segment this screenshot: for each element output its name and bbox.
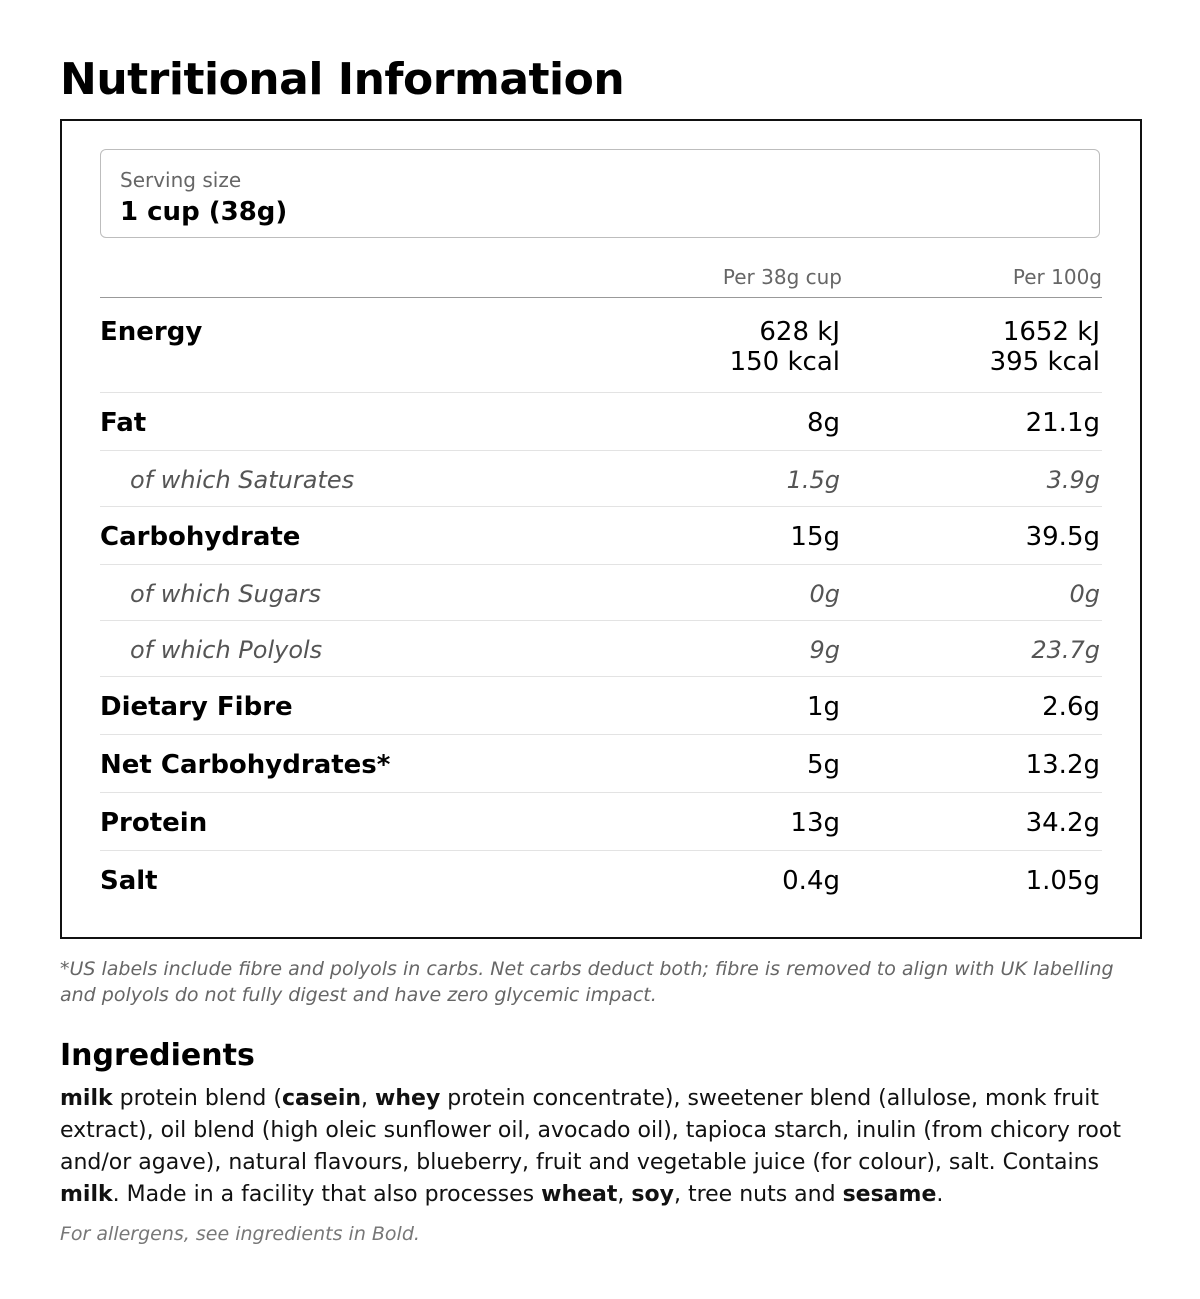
nutrient-per-serving: 13g <box>790 808 840 838</box>
nutrition-row-protein <box>100 793 1102 851</box>
serving-size-value: 1 cup (38g) <box>120 197 288 227</box>
energy-per-serving-kcal: 150 kcal <box>729 347 840 377</box>
ingredient-text-segment: protein blend ( <box>112 1086 282 1111</box>
nutrition-table-panel <box>60 119 1142 939</box>
nutrient-per-100g: 3.9g <box>1046 466 1100 494</box>
nutrient-per-serving: 1.5g <box>786 466 840 494</box>
nutrient-per-100g: 0g <box>1069 580 1100 608</box>
nutrient-per-100g: 21.1g <box>1025 408 1100 438</box>
energy-per-serving-kj: 628 kJ <box>759 317 840 347</box>
nutrient-per-serving: 9g <box>809 636 840 664</box>
nutrition-rows <box>100 298 1102 913</box>
allergen-soy: soy <box>631 1182 674 1207</box>
nutrient-per-100g: 13.2g <box>1025 750 1100 780</box>
column-header-per-serving: Per 38g cup <box>722 265 842 289</box>
ingredient-text-segment: . Made in a facility that also processes <box>112 1182 542 1207</box>
energy-per-serving <box>600 317 840 377</box>
nutrient-label: Energy <box>100 317 203 347</box>
ingredients-heading: Ingredients <box>60 1038 255 1073</box>
nutrition-row-saturates <box>100 451 1102 507</box>
nutrition-row-net-carbohydrates <box>100 735 1102 793</box>
ingredient-text-segment: protein concentrate), sweetener blend (allulose, monk fruit extract), oil blend (high oleic sunflower oil, avocado oil), tapioca starch, inulin (from chicory root and/or agave), natural flavours, blueberry, fruit and vegetable juice (for colour), salt. Contains <box>60 1086 1121 1175</box>
nutrient-label: Fat <box>100 408 147 438</box>
ingredient-text-segment: . <box>936 1182 944 1207</box>
serving-size-label: Serving size <box>120 168 242 192</box>
page-title: Nutritional Information <box>60 54 625 105</box>
nutrient-per-serving: 0g <box>809 580 840 608</box>
nutrient-label: Salt <box>100 866 158 896</box>
nutrient-per-100g: 1.05g <box>1025 866 1100 896</box>
nutrient-per-100g: 2.6g <box>1042 692 1100 722</box>
nutrient-per-serving: 5g <box>806 750 840 780</box>
nutrient-label: Carbohydrate <box>100 522 301 552</box>
nutrient-per-serving: 1g <box>806 692 840 722</box>
nutrient-label: Protein <box>100 808 208 838</box>
nutrient-label: Net Carbohydrates* <box>100 750 391 780</box>
allergen-sesame: sesame <box>842 1182 937 1207</box>
ingredient-text-segment: , <box>617 1182 632 1207</box>
serving-size-box <box>100 149 1100 238</box>
nutrition-row-dietary-fibre <box>100 677 1102 735</box>
nutrient-per-100g: 39.5g <box>1025 522 1100 552</box>
nutrient-per-serving: 8g <box>806 408 840 438</box>
nutrition-row-carbohydrate <box>100 507 1102 565</box>
nutrition-row-polyols <box>100 621 1102 677</box>
nutrient-per-serving: 15g <box>790 522 840 552</box>
allergen-milk: milk <box>60 1086 113 1111</box>
allergen-casein: casein <box>281 1086 362 1111</box>
ingredient-text-segment: , <box>361 1086 376 1111</box>
nutrition-row-fat <box>100 393 1102 451</box>
allergen-milk: milk <box>60 1182 113 1207</box>
allergen-whey: whey <box>375 1086 441 1111</box>
energy-per-100g <box>860 317 1100 377</box>
nutrient-per-serving: 0.4g <box>782 866 840 896</box>
nutrient-per-100g: 34.2g <box>1025 808 1100 838</box>
column-header-per-100g: Per 100g <box>1012 265 1102 289</box>
nutrition-row-sugars <box>100 565 1102 621</box>
nutrient-label: of which Sugars <box>130 580 322 608</box>
allergen-note: For allergens, see ingredients in Bold. <box>60 1223 420 1245</box>
net-carbs-footnote: *US labels include fibre and polyols in carbs. Net carbs deduct both; fibre is removed to align with UK labelling and polyols do not fully digest and have zero glycemic impact. <box>60 958 1114 1006</box>
nutrient-label: of which Polyols <box>130 636 323 664</box>
energy-per-100g-kj: 1652 kJ <box>1002 317 1100 347</box>
nutrition-row-energy <box>100 298 1102 393</box>
ingredients-text <box>60 1083 1130 1211</box>
ingredient-text-segment: , tree nuts and <box>673 1182 843 1207</box>
nutrient-per-100g: 23.7g <box>1031 636 1100 664</box>
nutrition-row-salt <box>100 851 1102 913</box>
nutrient-label: of which Saturates <box>130 466 355 494</box>
allergen-wheat: wheat <box>541 1182 618 1207</box>
energy-per-100g-kcal: 395 kcal <box>989 347 1100 377</box>
nutrient-label: Dietary Fibre <box>100 692 293 722</box>
